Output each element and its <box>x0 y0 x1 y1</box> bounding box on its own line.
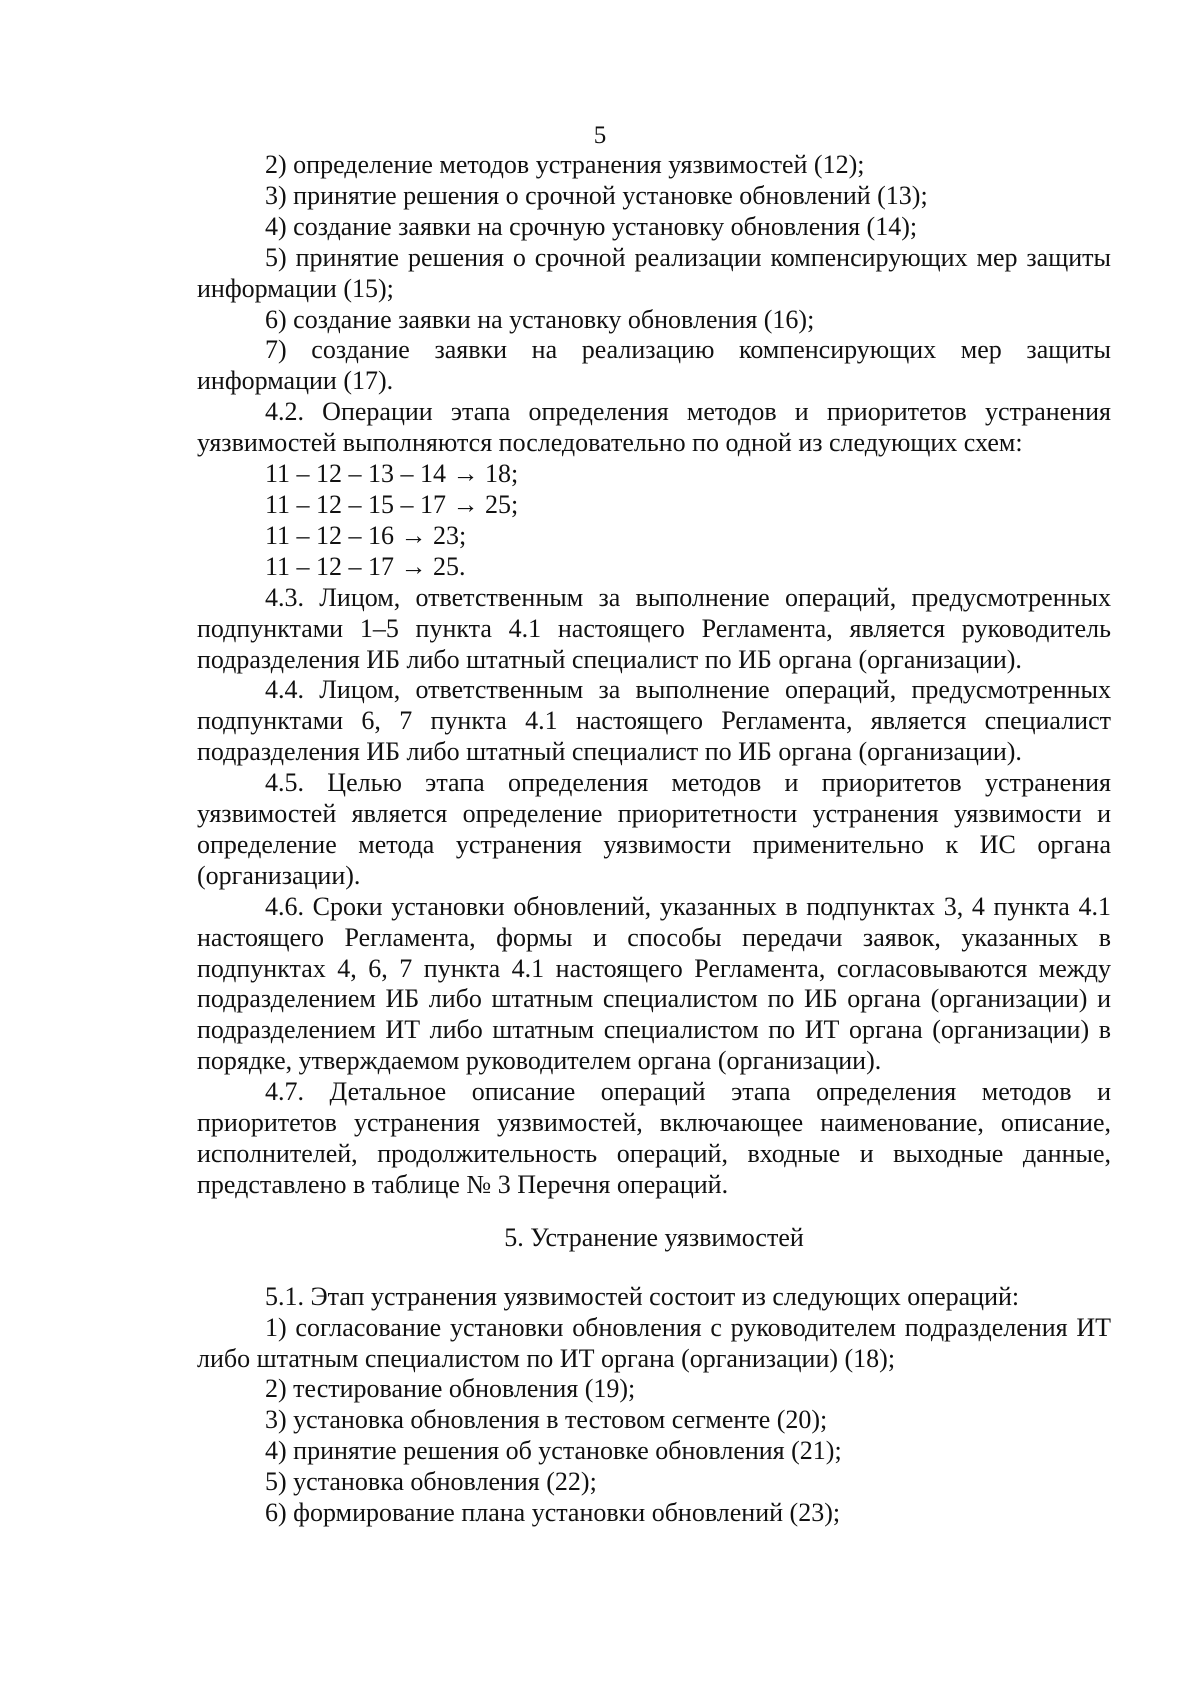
paragraph-4-2: 4.2. Операции этапа определения методов и приоритетов устранения уязвимостей выполняются последовательно по одной из следующих схем: <box>197 397 1111 458</box>
list-item: 1) согласование установки обновления с руководителем подразделения ИТ либо штатным специалистом по ИТ органа (организации) (18); <box>197 1312 1111 1373</box>
list-item: 4) принятие решения об установке обновления (21); <box>265 1436 842 1466</box>
list-item: 3) принятие решения о срочной установке обновлений (13); <box>265 180 928 210</box>
list-item: 6) формирование плана установки обновлений (23); <box>265 1498 841 1528</box>
list-item: 2) определение методов устранения уязвимостей (12); <box>265 150 865 179</box>
paragraph-5-1: 5.1. Этап устранения уязвимостей состоит из следующих операций: <box>265 1281 1020 1311</box>
list-item: 6) создание заявки на установку обновления (16); <box>265 304 815 334</box>
paragraph-4-7: 4.7. Детальное описание операций этапа определения методов и приоритетов устранения уязвимостей, включающее наименование, описание, исполнителей, продолжительность операций, входные и выходные данные, представлено в таблице № 3 Перечня операций. <box>197 1077 1111 1199</box>
list-item: 2) тестирование обновления (19); <box>265 1374 636 1404</box>
list-item: 3) установка обновления в тестовом сегменте (20); <box>265 1405 828 1435</box>
paragraph-4-6: 4.6. Сроки установки обновлений, указанных в подпунктах 3, 4 пункта 4.1 настоящего Регламента, формы и способы передачи заявок, указанных в подпунктах 4, 6, 7 пункта 4.1 настоящего Регламента, согласовываются между подразделением ИБ либо штатным специалистом по ИБ органа (организации) и подразделением ИТ либо штатным специалистом по ИТ органа (организации) в порядке, утверждаемом руководителем органа (организации). <box>197 891 1111 1076</box>
scheme-item: 11 – 12 – 15 – 17 → 25; <box>265 489 519 519</box>
list-item: 5) принятие решения о срочной реализации компенсирующих мер защиты информации (15); <box>197 242 1111 303</box>
paragraph-4-3: 4.3. Лицом, ответственным за выполнение операций, предусмотренных подпунктами 1–5 пункта 4.1 настоящего Регламента, является руководитель подразделения ИБ либо штатный специалист по ИБ органа (организации). <box>197 582 1111 674</box>
scheme-item: 11 – 12 – 17 → 25. <box>265 551 466 581</box>
paragraph-4-5: 4.5. Целью этапа определения методов и приоритетов устранения уязвимостей является определение приоритетности устранения уязвимости и определение метода устранения уязвимости применительно к ИС органа (организации). <box>197 768 1111 890</box>
list-item: 5) установка обновления (22); <box>265 1467 597 1497</box>
section-5-heading: 5. Устранение уязвимостей <box>504 1222 804 1252</box>
scheme-item: 11 – 12 – 16 → 23; <box>265 520 467 550</box>
paragraph-4-4: 4.4. Лицом, ответственным за выполнение операций, предусмотренных подпунктами 6, 7 пункта 4.1 настоящего Регламента, является специалист подразделения ИБ либо штатный специалист по ИБ органа (организации). <box>197 675 1111 767</box>
page-number: 5 <box>593 122 607 149</box>
list-item: 4) создание заявки на срочную установку обновления (14); <box>265 211 918 241</box>
document-body <box>197 150 1111 1529</box>
scheme-item: 11 – 12 – 13 – 14 → 18; <box>265 459 519 489</box>
list-item: 7) создание заявки на реализацию компенсирующих мер защиты информации (17). <box>197 335 1111 396</box>
